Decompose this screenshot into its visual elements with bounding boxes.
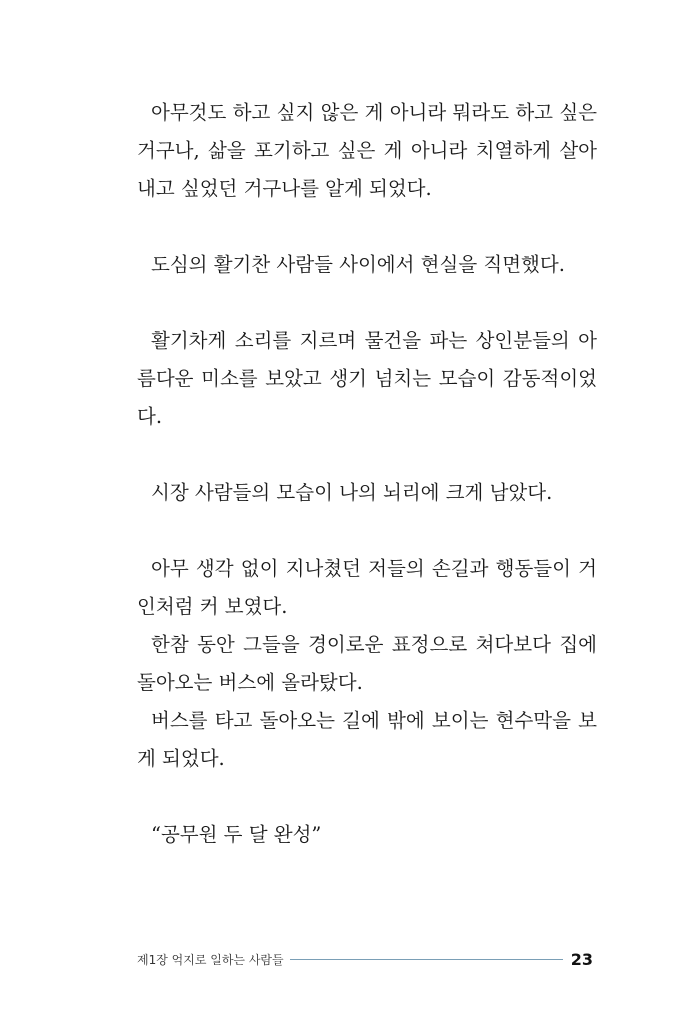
paragraph-spacer <box>137 436 597 474</box>
paragraph: 아무것도 하고 싶지 않은 게 아니라 뭐라도 하고 싶은 거구나, 삶을 포기하고 싶은 게 아니라 치열하게 살아 내고 싶었던 거구나를 알게 되었다. <box>137 101 597 200</box>
paragraph-spacer <box>137 778 597 816</box>
page-number: 23 <box>570 949 593 969</box>
paragraph: 도심의 활기찬 사람들 사이에서 현실을 직면했다. <box>151 253 565 276</box>
paragraph-spacer <box>137 512 597 550</box>
page-footer <box>137 944 593 974</box>
footer-rule <box>290 959 563 960</box>
paragraph: 아무 생각 없이 지나쳤던 저들의 손길과 행동들이 거인처럼 커 보였다. <box>137 557 597 618</box>
quote-paragraph: “공무원 두 달 완성” <box>151 823 322 846</box>
paragraph: 활기차게 소리를 지르며 물건을 파는 상인분들의 아름다운 미소를 보았고 생기 넘치는 모습이 감동적이었다. <box>137 329 597 428</box>
page-body <box>137 94 597 854</box>
paragraph: 한참 동안 그들을 경이로운 표정으로 쳐다보다 집에 돌아오는 버스에 올라탔다. <box>137 633 597 694</box>
running-chapter-title: 제1장 억지로 일하는 사람들 <box>137 952 284 967</box>
paragraph: 시장 사람들의 모습이 나의 뇌리에 크게 남았다. <box>151 481 553 504</box>
paragraph-spacer <box>137 284 597 322</box>
paragraph: 버스를 타고 돌아오는 길에 밖에 보이는 현수막을 보게 되었다. <box>137 709 597 770</box>
paragraph-spacer <box>137 208 597 246</box>
